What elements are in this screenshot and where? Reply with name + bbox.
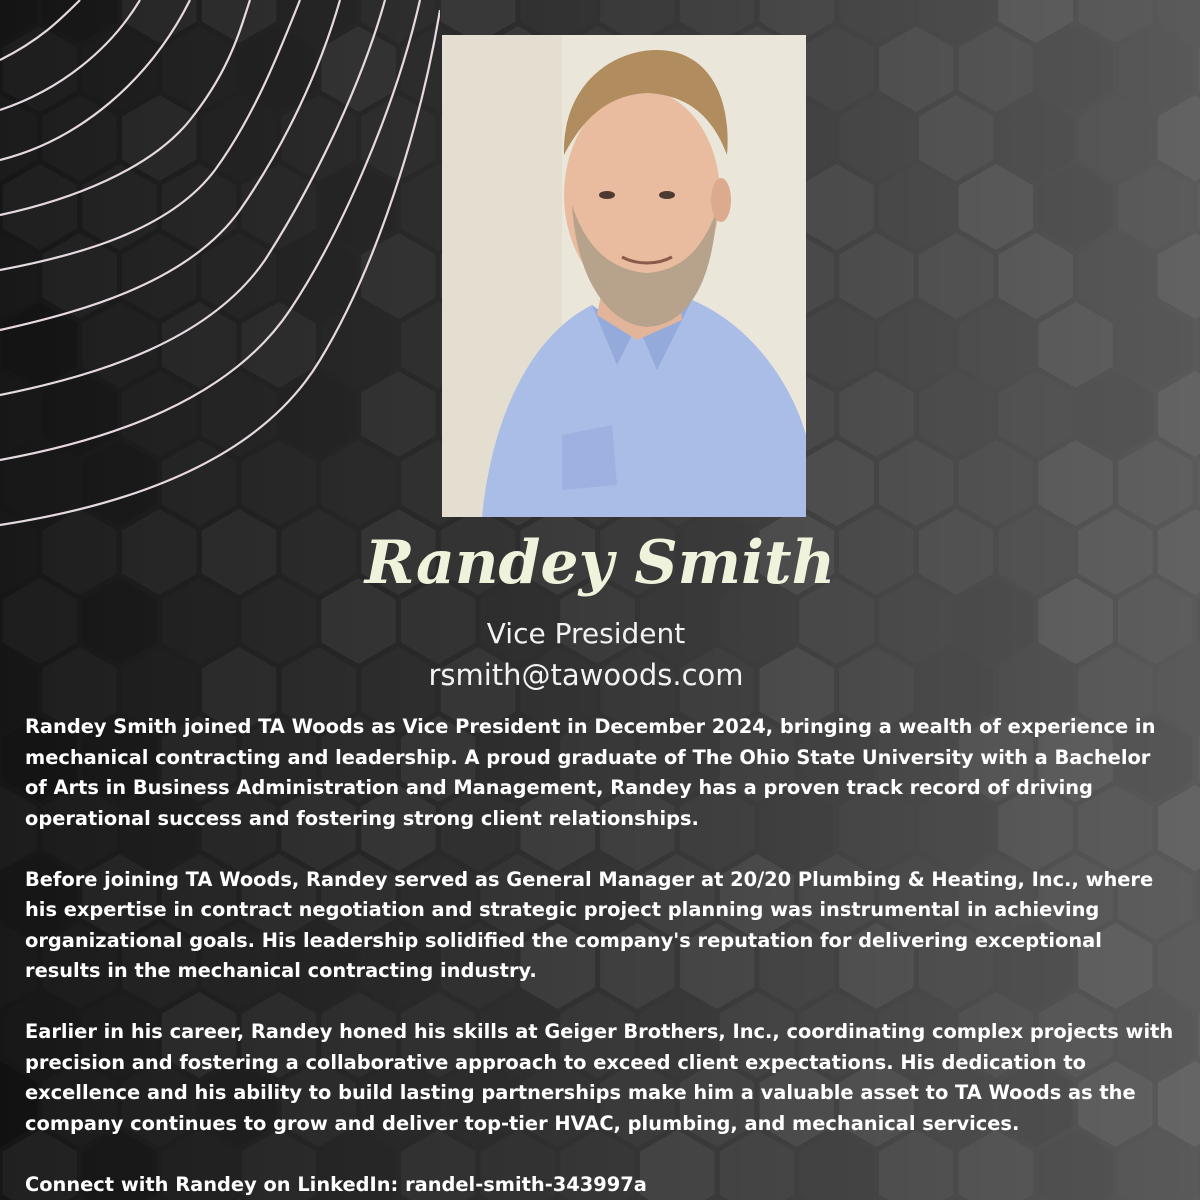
- email-address[interactable]: rsmith@tawoods.com: [428, 658, 744, 692]
- biography: [25, 712, 1175, 1200]
- person-name: [360, 528, 840, 598]
- bio-paragraph: Randey Smith joined TA Woods as Vice President in December 2024, bringing a wealth of experience in mechanical contracting and leadership. A proud graduate of The Ohio State University with a Bachelor of Arts in Business Administration and Management, Randey has a proven track record of driving operational success and fostering strong client relationships.: [25, 715, 1156, 830]
- bio-paragraph: Before joining TA Woods, Randey served as General Manager at 20/20 Plumbing & Heating, Inc., where his expertise in contract negotiation and strategic project planning was instrumental in achieving organizational goals. His leadership solidified the company's reputation for delivering exceptional results in the mechanical contracting industry.: [25, 867, 1154, 982]
- decorative-wave-lines: [0, 0, 440, 540]
- linkedin-line[interactable]: Connect with Randey on LinkedIn: randel-smith-343997a: [25, 1172, 647, 1196]
- portrait-photo: [442, 35, 806, 517]
- person-name-text: Randey Smith: [364, 528, 836, 598]
- bio-paragraph: Earlier in his career, Randey honed his skills at Geiger Brothers, Inc., coordinating complex projects with precision and fostering a collaborative approach to exceed client expectations. His dedication to excellence and his ability to build lasting partnerships make him a valuable asset to TA Woods as the company continues to grow and deliver top-tier HVAC, plumbing, and mechanical services.: [25, 1020, 1174, 1135]
- job-title: Vice President: [486, 617, 686, 650]
